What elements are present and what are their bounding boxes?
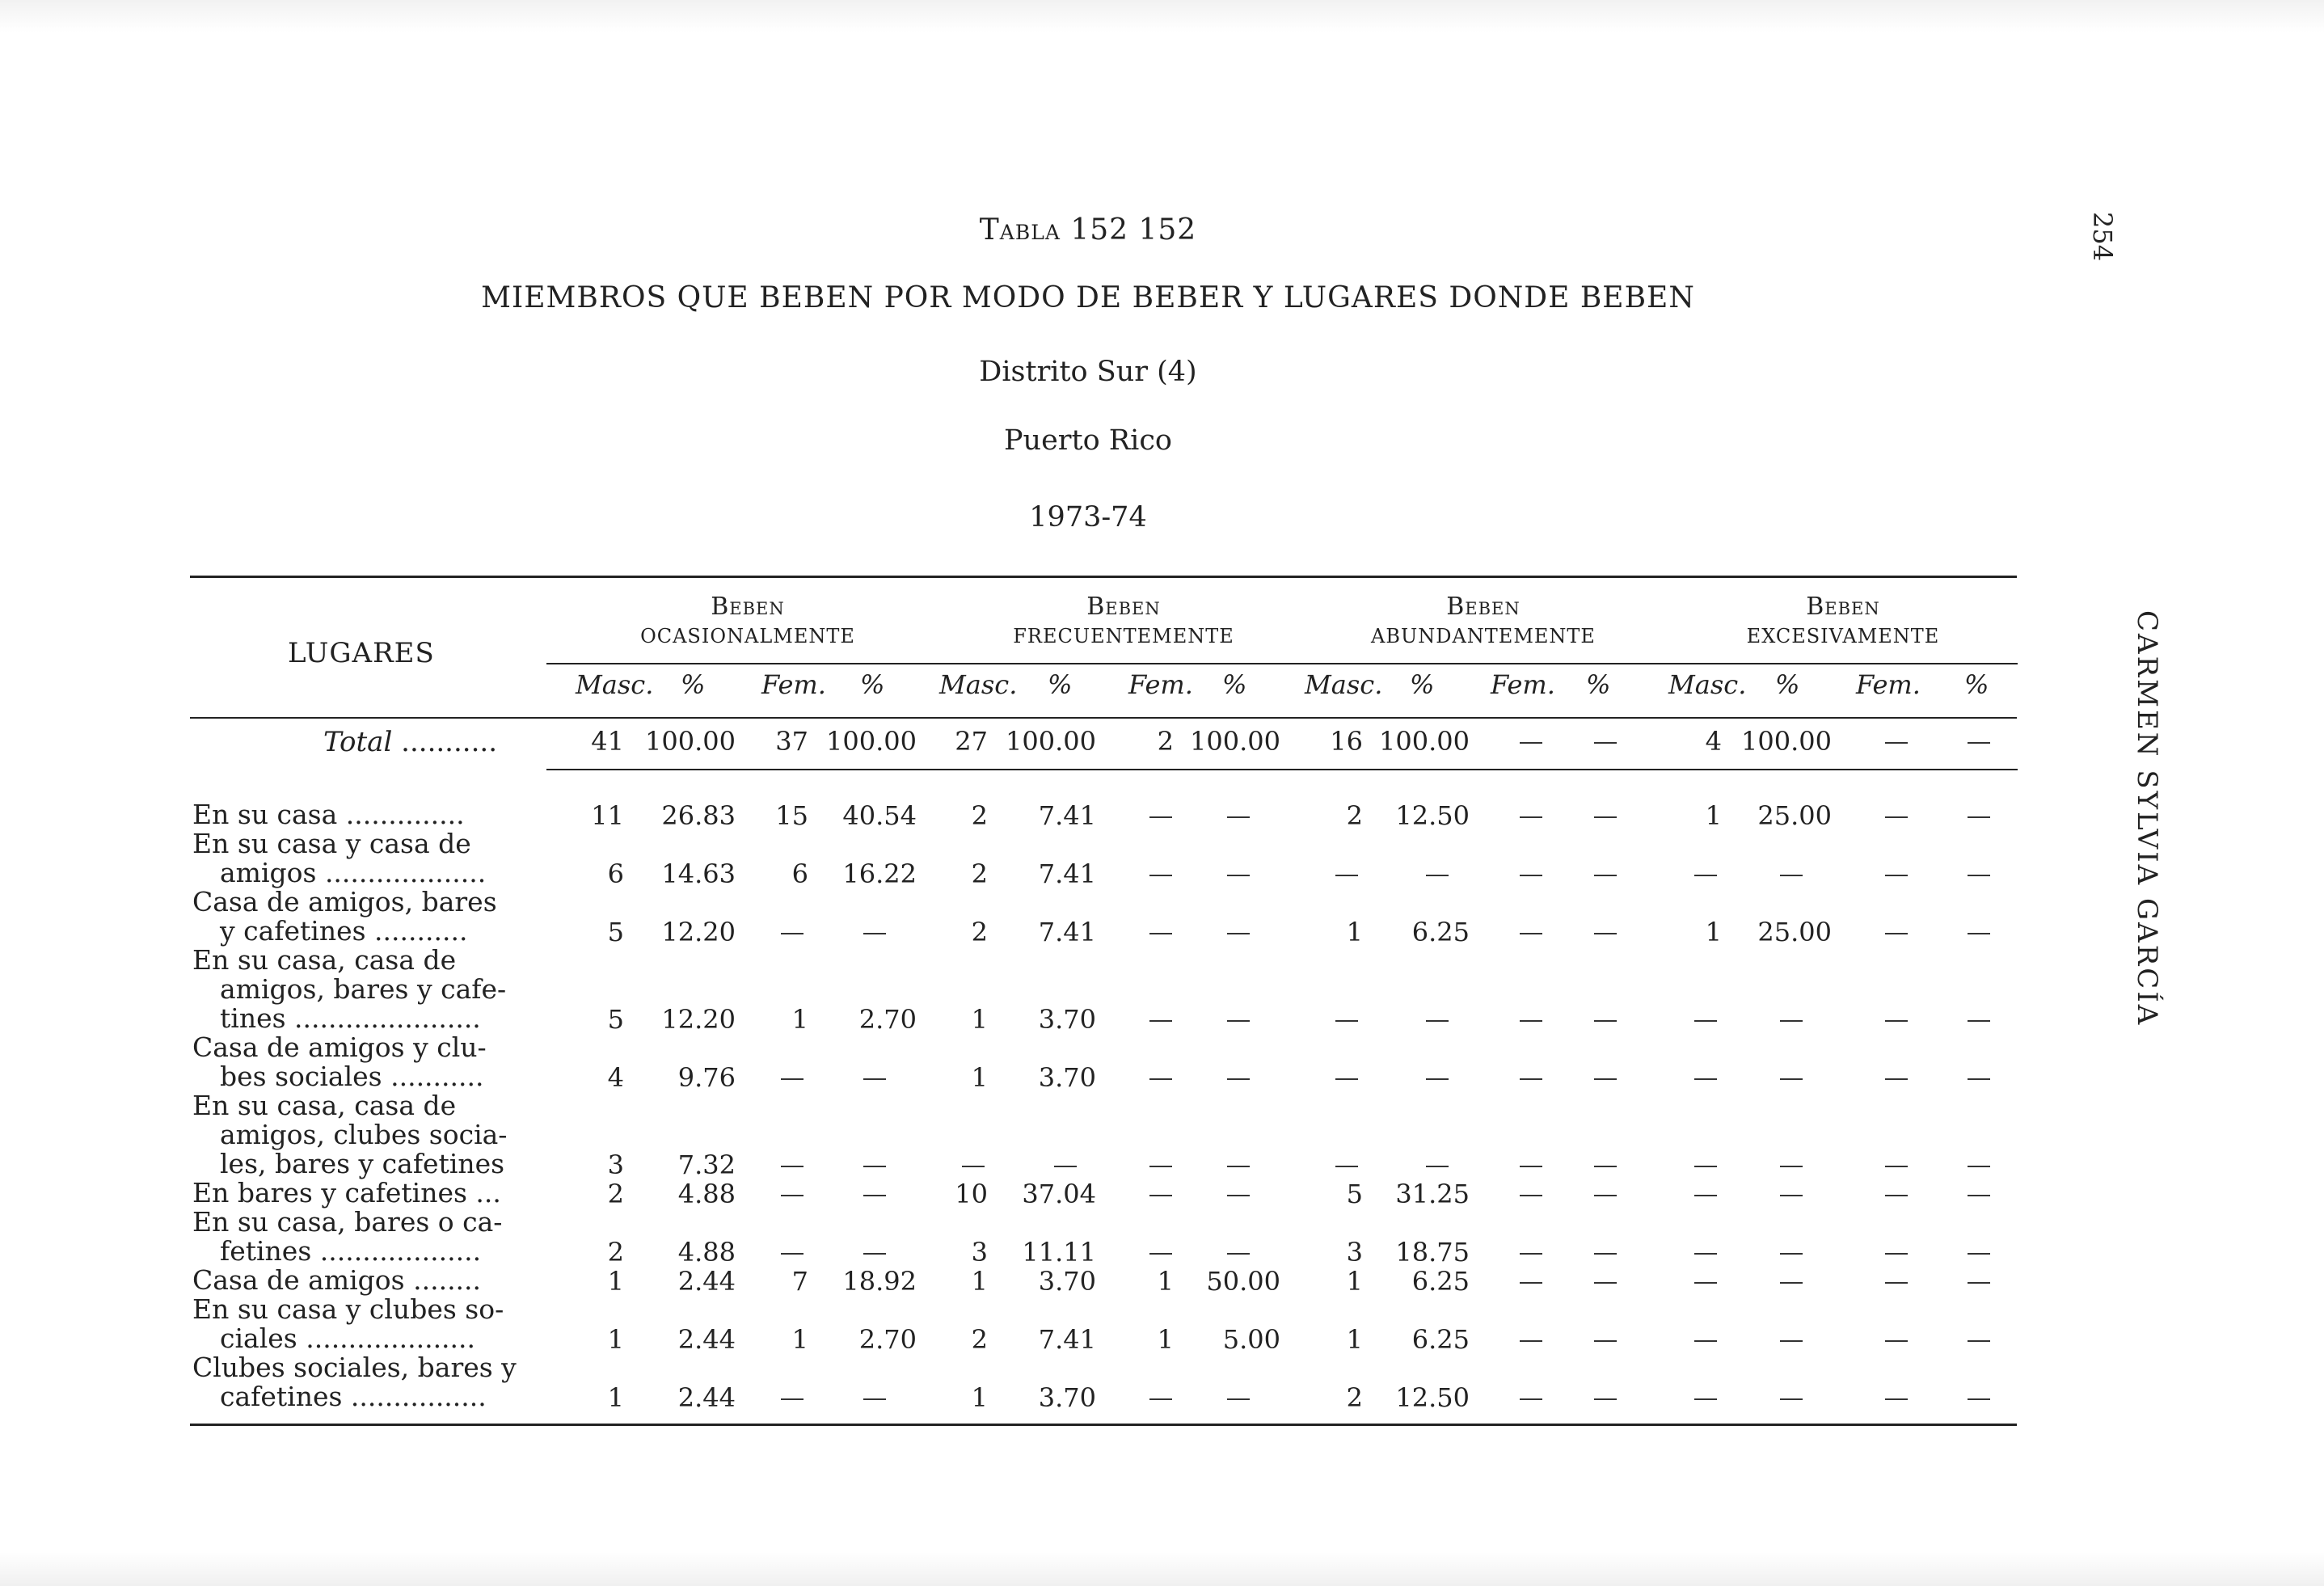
table-cell: 26.83 [661,800,736,831]
dash-cell [1694,1166,1717,1167]
dash-cell [1426,1166,1449,1167]
dash-cell [1426,1020,1449,1022]
table-cell: 12.20 [661,917,736,947]
dash-cell [1968,742,1990,744]
table-cell: 11 [591,800,624,831]
dash-cell [1694,1282,1717,1284]
dash-cell [863,1166,886,1167]
dash-cell [1520,875,1542,876]
group-line1: Beben [1446,593,1521,621]
dash-cell [1968,1340,1990,1342]
table-cell: 5 [607,917,624,947]
table-cell: 2.44 [677,1382,736,1413]
table-cell: 18.92 [842,1266,917,1297]
dash-cell [781,1195,803,1196]
table-cell: 3.70 [1038,1062,1096,1093]
row-label-line: amigos ................... [220,857,487,888]
dash-cell [1594,1166,1617,1167]
table-cell: 27 [955,726,988,757]
dash-cell [781,933,803,934]
dash-cell [1335,1020,1358,1022]
table-cell: 3 [1346,1237,1363,1268]
table-cell: 12.50 [1395,800,1470,831]
table-cell: 7.41 [1038,858,1096,889]
dash-cell [1968,1398,1990,1400]
row-label-line: bes sociales ........... [220,1061,484,1092]
row-label [192,946,506,1033]
dash-cell [1520,1282,1542,1284]
dash-cell [1594,1020,1617,1022]
table-cell: 1 [607,1382,624,1413]
table-cell: 6.25 [1411,917,1470,947]
dash-cell [1054,1166,1077,1167]
dash-cell [1594,1340,1617,1342]
row-label [192,1353,517,1411]
subheader-masc: Masc. [1305,669,1383,700]
row-label-line: fetines ................... [220,1235,482,1267]
dash-cell [1780,1340,1803,1342]
table-cell: 50.00 [1206,1266,1280,1297]
running-head: CARMEN SYLVIA GARCÍA [2131,610,2163,1027]
row-label-line: Casa de amigos y clu- [192,1031,487,1063]
group-line2: OCASIONALMENTE [640,625,855,647]
table-cell: 1 [1705,917,1722,947]
page-number: 254 [2087,212,2118,262]
table-cell: 1 [1346,1324,1363,1355]
total-label [323,726,497,758]
table-cell: 100.00 [1379,726,1470,757]
dash-cell [1227,1078,1250,1080]
dash-cell [1780,1282,1803,1284]
subheader-fem: Fem. [761,669,826,700]
dash-cell [1968,816,1990,818]
table-cell: 7.41 [1038,1324,1096,1355]
table-cell: 3.70 [1038,1382,1096,1413]
dash-cell [1520,1195,1542,1196]
group-frecuentemente [994,593,1253,651]
table-cell: 4 [1705,726,1722,757]
stub-header: LUGARES [288,637,435,669]
dash-cell [1594,1398,1617,1400]
dash-cell [781,1253,803,1255]
table-cell: 16 [1330,726,1363,757]
subheader-masc: Masc. [939,669,1018,700]
subheader-fem: Fem. [1856,669,1921,700]
subheader-pct: % [1586,669,1611,700]
dash-cell [1149,1195,1172,1196]
dash-cell [1520,1398,1542,1400]
dash-cell [1885,875,1908,876]
dash-cell [1885,1253,1908,1255]
table-cell: 100.00 [1190,726,1280,757]
table-cell: 100.00 [1741,726,1832,757]
table-cell: 7.32 [677,1149,736,1180]
table-cell: 2 [971,1324,988,1355]
table-cell: 1 [1157,1324,1174,1355]
table-cell: 1 [971,1382,988,1413]
dash-cell [1694,1078,1717,1080]
table-cell: 16.22 [842,858,917,889]
table-cell: 1 [1346,917,1363,947]
total-label-dots: ........... [401,726,498,758]
row-label-line: En su casa, bares o ca- [192,1206,503,1238]
table-cell: 1 [971,1266,988,1297]
row-label-line: ciales .................... [220,1322,476,1354]
dash-cell [1885,1020,1908,1022]
table-cell: 2.44 [677,1324,736,1355]
dash-cell [1520,933,1542,934]
dash-cell [1149,816,1172,818]
row-label-line: En su casa, casa de [192,944,457,976]
table-cell: 7 [791,1266,808,1297]
table-cell: 1 [607,1266,624,1297]
table-cell: 6.25 [1411,1324,1470,1355]
table-cell: 25.00 [1757,917,1832,947]
dash-cell [1149,1020,1172,1022]
subheader-masc: Masc. [1668,669,1747,700]
table-cell: 6 [607,858,624,889]
table-cell: 7.41 [1038,917,1096,947]
row-label [192,1179,501,1208]
group-excesivamente [1718,593,1968,651]
table-cell: 2.70 [858,1324,917,1355]
dash-cell [1885,933,1908,934]
row-label [192,800,465,829]
dash-cell [1968,933,1990,934]
district-subtitle: Distrito Sur (4) [979,356,1197,388]
table-cell: 1 [791,1324,808,1355]
dash-cell [1520,1020,1542,1022]
dash-cell [1885,1340,1908,1342]
dash-cell [1227,875,1250,876]
dash-cell [1968,1282,1990,1284]
table-cell: 2 [1346,800,1363,831]
row-label-line: En bares y cafetines ... [192,1177,501,1208]
subheader-pct: % [1048,669,1073,700]
group-line2: EXCESIVAMENTE [1746,625,1940,647]
row-label [192,888,497,946]
dash-cell [1694,1253,1717,1255]
table-cell: 2 [971,800,988,831]
group-ocasionalmente [622,593,873,651]
table-cell: 5 [1346,1179,1363,1209]
dash-cell [1780,1253,1803,1255]
row-label-line: tines ...................... [220,1002,481,1034]
dash-cell [1520,1078,1542,1080]
table-cell: 6 [791,858,808,889]
dash-cell [1968,1166,1990,1167]
bottom-rule [190,1424,2017,1426]
dash-cell [1149,875,1172,876]
table-cell: 31.25 [1395,1179,1470,1209]
table-cell: 2.44 [677,1266,736,1297]
subheader-pct: % [860,669,885,700]
dash-cell [1780,1020,1803,1022]
dash-cell [1885,742,1908,744]
dash-cell [1885,1078,1908,1080]
row-label [192,1208,502,1266]
dash-cell [1594,1282,1617,1284]
dash-cell [1594,875,1617,876]
dash-cell [1520,1166,1542,1167]
dash-cell [1694,1020,1717,1022]
table-cell: 1 [607,1324,624,1355]
dash-cell [1968,875,1990,876]
row-label [192,829,486,888]
table-cell: 1 [791,1004,808,1035]
table-cell: 2 [607,1179,624,1209]
dash-cell [1885,816,1908,818]
group-line1: Beben [711,593,785,621]
dash-cell [1885,1195,1908,1196]
dash-cell [781,1166,803,1167]
dash-cell [1968,1253,1990,1255]
table-cell: 1 [1157,1266,1174,1297]
dash-cell [1780,1078,1803,1080]
table-cell: 41 [591,726,624,757]
total-rule [546,769,2018,770]
dash-cell [1335,1078,1358,1080]
row-label-line: les, bares y cafetines [220,1148,505,1179]
row-label-line: En su casa y clubes so- [192,1293,504,1325]
table-cell: 1 [1346,1266,1363,1297]
table-cell: 1 [971,1004,988,1035]
dash-cell [1694,1195,1717,1196]
dash-cell [1520,1340,1542,1342]
table-cell: 6.25 [1411,1266,1470,1297]
group-line1: Beben [1086,593,1161,621]
place-subtitle: Puerto Rico [1003,424,1173,457]
row-label-line: En su casa, casa de [192,1090,457,1121]
dash-cell [1227,1020,1250,1022]
dash-cell [1594,1078,1617,1080]
table-cell: 15 [775,800,808,831]
group-line2: FRECUENTEMENTE [1013,625,1234,647]
table-cell: 12.50 [1395,1382,1470,1413]
table-cell: 2 [607,1237,624,1268]
row-label-line: amigos, clubes socia- [220,1119,508,1150]
dash-cell [1968,1195,1990,1196]
dash-cell [1885,1166,1908,1167]
group-abundantemente [1350,593,1617,651]
dash-cell [1694,875,1717,876]
table-cell: 4.88 [677,1237,736,1268]
row-label-line: Clubes sociales, bares y [192,1352,517,1383]
table-cell: 2 [971,917,988,947]
table-label: Tabla 152 152 [979,213,1197,247]
table-cell: 5 [607,1004,624,1035]
dash-cell [1694,1340,1717,1342]
dash-cell [1780,1166,1803,1167]
dash-cell [1426,875,1449,876]
table-cell: 40.54 [842,800,917,831]
dash-cell [1335,1166,1358,1167]
dash-cell [1426,1078,1449,1080]
row-label-line: amigos, bares y cafe- [220,973,507,1005]
dash-cell [1149,1398,1172,1400]
table-cell: 25.00 [1757,800,1832,831]
group-line1: Beben [1806,593,1880,621]
subheader-pct: % [1775,669,1800,700]
dash-cell [1149,1166,1172,1167]
table-cell: 9.76 [677,1062,736,1093]
top-rule [190,576,2017,578]
row-label [192,1091,507,1179]
table-cell: 3.70 [1038,1004,1096,1035]
table-cell: 100.00 [645,726,736,757]
dash-cell [1520,742,1542,744]
dash-cell [1780,875,1803,876]
dash-cell [1885,1398,1908,1400]
dash-cell [781,1398,803,1400]
table-cell: 10 [955,1179,988,1209]
dash-cell [1149,933,1172,934]
table-cell: 14.63 [661,858,736,889]
subheader-fem: Fem. [1491,669,1555,700]
table-cell: 100.00 [826,726,917,757]
subheader-pct: % [681,669,706,700]
table-cell: 11.11 [1022,1237,1096,1268]
row-label-line: En su casa .............. [192,799,465,830]
dash-cell [962,1166,985,1167]
dash-cell [1520,1253,1542,1255]
table-cell: 100.00 [1006,726,1096,757]
table-cell: 1 [1705,800,1722,831]
dash-cell [1885,1282,1908,1284]
table-cell: 4 [607,1062,624,1093]
dash-cell [1780,1398,1803,1400]
table-cell: 37.04 [1022,1179,1096,1209]
table-cell: 12.20 [661,1004,736,1035]
row-label [192,1295,504,1353]
table-cell: 3 [971,1237,988,1268]
subheader-pct: % [1410,669,1435,700]
years-subtitle: 1973-74 [1029,501,1147,534]
row-label-line: En su casa y casa de [192,828,471,859]
dash-cell [1594,1195,1617,1196]
table-cell: 7.41 [1038,800,1096,831]
dash-cell [1149,1253,1172,1255]
dash-cell [1149,1078,1172,1080]
dash-cell [1968,1020,1990,1022]
table-cell: 2 [1346,1382,1363,1413]
row-label [192,1033,487,1091]
table-cell: 2 [1157,726,1174,757]
group-line2: ABUNDANTEMENTE [1371,625,1596,647]
table-cell: 2 [971,858,988,889]
row-label [192,1266,481,1295]
dash-cell [1335,875,1358,876]
total-label-text: Total [323,726,393,758]
table-cell: 4.88 [677,1179,736,1209]
row-label-line: cafetines ................ [220,1381,487,1412]
dash-cell [1594,1253,1617,1255]
dash-cell [781,1078,803,1080]
row-label-line: Casa de amigos, bares [192,886,497,917]
dash-cell [1520,816,1542,818]
table-cell: 1 [971,1062,988,1093]
table-cell: 3.70 [1038,1266,1096,1297]
subheader-pct: % [1222,669,1247,700]
subheader-pct: % [1964,669,1989,700]
table-cell: 2.70 [858,1004,917,1035]
row-label-line: y cafetines ........... [220,915,468,947]
subheader-masc: Masc. [576,669,654,700]
table-cell: 3 [607,1149,624,1180]
dash-cell [1227,1166,1250,1167]
table-cell: 37 [775,726,808,757]
table-cell: 18.75 [1395,1237,1470,1268]
group-rule [546,663,2018,664]
row-label-line: Casa de amigos ........ [192,1264,482,1296]
dash-cell [1780,1195,1803,1196]
subheader-rule [190,717,2017,719]
subheader-fem: Fem. [1128,669,1193,700]
dash-cell [1968,1078,1990,1080]
dash-cell [1694,1398,1717,1400]
table-cell: 5.00 [1222,1324,1280,1355]
table-title: MIEMBROS QUE BEBEN POR MODO DE BEBER Y LUGARES DONDE BEBEN [481,281,1695,314]
